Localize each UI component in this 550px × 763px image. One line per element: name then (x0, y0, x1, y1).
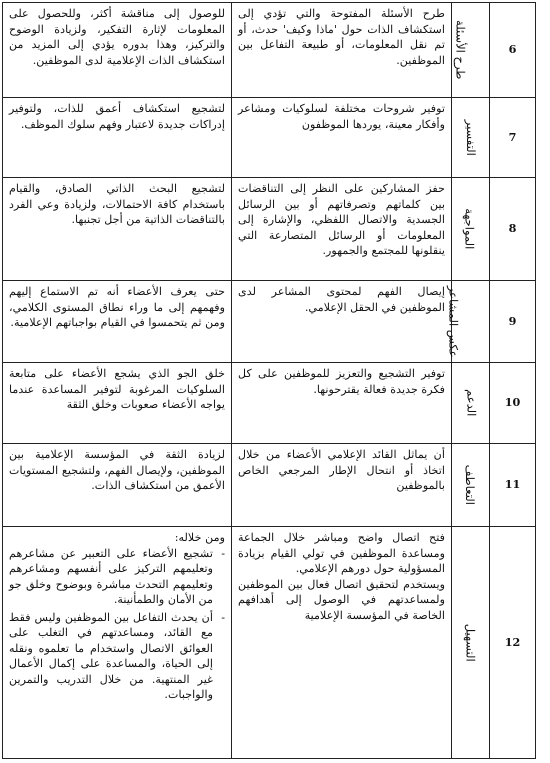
technique-label: عكس المشاعر (446, 285, 461, 358)
procedure-cell: إيصال الفهم لمحتوى المشاعر لدى الموظفين في الحقل الإعلامي. (232, 281, 452, 363)
procedure-cell: توفير التشجيع والتعزيز للموظفين على كل فكرة جديدة فعالة يقترحونها. (232, 363, 452, 444)
table-row (3, 444, 536, 527)
table-row (3, 178, 536, 281)
goal-intro: ومن خلاله: (174, 531, 225, 544)
technique-cell (452, 363, 490, 444)
goal-cell: لتشجيع استكشاف أعمق للذات، ولتوفير إدراكات جديدة لاعتبار وفهم سلوك الموظف. (3, 98, 232, 178)
table-row (3, 281, 536, 363)
row-number: 9 (490, 281, 536, 363)
list-item: - تشجيع الأعضاء على التعبير عن مشاعرهم وتعليمهم التركيز على أنفسهم ومشاعرهم وتعليمهم التحدث مباشرة وبوضوح وخلق جو من الأمان والطمأنينة. (9, 546, 225, 608)
goal-cell: لتشجيع البحث الذاتي الصادق، والقيام باستخدام كافة الاحتمالات، ولزيادة وعي الفرد بالتناقضات الذاتية من أجل تجنبها. (3, 178, 232, 281)
procedure-cell: توفير شروحات مختلفة لسلوكيات ومشاعر وأفكار معينة، يوردها الموظفون (232, 98, 452, 178)
goal-cell: للوصول إلى مناقشة أكثر، وللحصول على المعلومات لإثارة التفكير، ولزيادة الوضوح والتركيز، وهذا بدوره يؤدي إلى المزيد من استكشاف الذات الإعلامية لدى الموظفين. (3, 3, 232, 98)
goal-cell: لزيادة الثقة في المؤسسة الإعلامية بين الموظفين، ولإيصال الفهم، ولتشجيع المستويات الأعمق من استكشاف الذات. (3, 444, 232, 527)
procedure-cell (232, 527, 452, 759)
goal-cell (3, 527, 232, 759)
table-row (3, 98, 536, 178)
technique-cell (452, 98, 490, 178)
technique-cell (446, 281, 490, 363)
procedure-cell: حفز المشاركين على النظر إلى التناقضات بين كلماتهم وتصرفاتهم أو بين الرسائل الجسدية والاتصال اللفظي، والإشارة إلى المعلومات أو الرسائل المتصارعة التي ينقلونها للمجتمع والجمهور. (232, 178, 452, 281)
technique-cell (452, 444, 490, 527)
procedure-cell: أن يماثل القائد الإعلامي الأعضاء من خلال اتخاذ أو انتحال الإطار المرجعي الخاص بالموظفين (232, 444, 452, 527)
technique-label: التعاطف (462, 464, 477, 506)
technique-label: المواجهة (462, 208, 477, 250)
procedure-cell: طرح الأسئلة المفتوحة والتي تؤدي إلى استكشاف الذات حول 'ماذا وكيف' حدث، أو تم نقل المعلومات، أو طبيعة التفاعل بين الموظفين. (232, 3, 452, 98)
goal-list (9, 546, 225, 703)
table-row (3, 3, 536, 98)
procedure-line: ويستخدم لتحقيق اتصال فعال بين الموظفين ولمساعدتهم في الوصول إلى أهدافهم الخاصة في المؤسسة الإعلامية (238, 577, 445, 622)
procedure-line: فتح اتصال واضح ومباشر خلال الجماعة ومساعدة الموظفين في تولي القيام بزيادة المسؤولية حول دورهم الإعلامي. (238, 531, 445, 575)
table-row (3, 527, 536, 759)
row-number: 6 (490, 3, 536, 98)
row-number: 7 (490, 98, 536, 178)
technique-label: التسهيل (463, 623, 478, 662)
table-row (3, 363, 536, 444)
technique-cell (452, 527, 490, 759)
row-number: 12 (490, 527, 536, 759)
techniques-table (2, 2, 536, 759)
technique-label: الدعم (464, 389, 479, 417)
goal-cell: حتى يعرف الأعضاء أنه تم الاستماع إليهم وفهمهم إلى ما وراء نطاق المستوى الكلامي، ومن ثم يتحمسوا في القيام بواجباتهم الإعلامية. (3, 281, 232, 363)
technique-cell (452, 178, 490, 281)
row-number: 11 (490, 444, 536, 527)
technique-cell (452, 3, 490, 98)
row-number: 8 (490, 178, 536, 281)
row-number: 10 (490, 363, 536, 444)
technique-label: طرح الأسئلة (453, 20, 468, 80)
technique-label: التفسير (464, 119, 479, 156)
goal-cell: خلق الجو الذي يشجع الأعضاء على متابعة السلوكيات المرغوبة لتوفير المساعدة عندما يواجه الأعضاء صعوبات وخلق الثقة (3, 363, 232, 444)
list-item: - أن يحدث التفاعل بين الموظفين وليس فقط مع القائد، ومساعدتهم في التغلب على العوائق الاتصال واستخدام ما تعلموه ونقله إلى الحياة، والمساعدة على إكمال الأعمال غير المنتهية. من خلال التدريب والتمرين والواجبات. (9, 610, 225, 703)
